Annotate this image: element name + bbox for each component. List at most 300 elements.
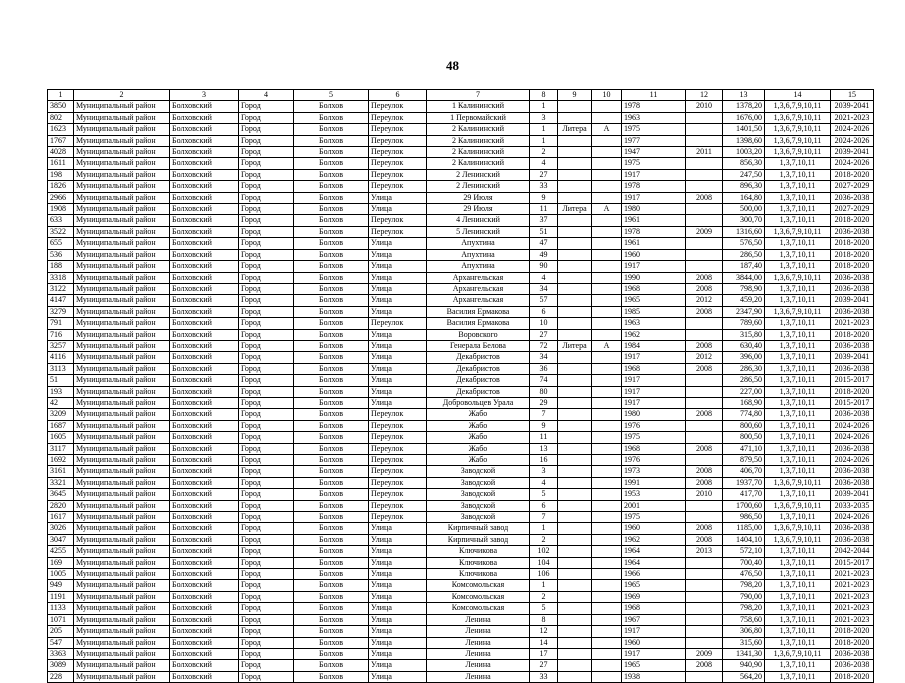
table-row	[48, 591, 874, 602]
table-cell: 3363	[48, 648, 74, 659]
table-cell: Муниципальный район	[74, 147, 170, 158]
table-cell	[558, 147, 592, 158]
table-cell: 2 Ленинский	[427, 169, 530, 180]
table-cell: Болховский	[170, 626, 239, 637]
table-cell: Болхов	[294, 420, 369, 431]
table-cell: 2018-2020	[831, 671, 874, 682]
table-cell: Воровского	[427, 329, 530, 340]
table-cell: 1961	[622, 238, 686, 249]
table-cell: 1964	[622, 557, 686, 568]
table-cell: 2024-2026	[831, 420, 874, 431]
table-cell	[592, 648, 622, 659]
table-cell: 1,3,6,7,9,10,11	[765, 135, 831, 146]
table-cell	[558, 249, 592, 260]
table-cell: 802	[48, 112, 74, 123]
table-row	[48, 614, 874, 625]
table-cell: 1977	[622, 135, 686, 146]
table-cell: 896,30	[723, 181, 765, 192]
table-cell: 2036-2038	[831, 443, 874, 454]
table-cell: Болхов	[294, 614, 369, 625]
table-cell: Муниципальный район	[74, 283, 170, 294]
table-cell: 1,3,7,10,11	[765, 660, 831, 671]
table-cell	[558, 306, 592, 317]
table-cell: Болховский	[170, 124, 239, 135]
table-row	[48, 557, 874, 568]
table-cell: 2008	[686, 283, 723, 294]
table-cell: Муниципальный район	[74, 249, 170, 260]
table-cell: Ленина	[427, 671, 530, 682]
table-cell: Улица	[369, 660, 427, 671]
table-cell	[558, 477, 592, 488]
table-cell: Муниципальный район	[74, 591, 170, 602]
table-cell: Болховский	[170, 169, 239, 180]
table-cell: 2036-2038	[831, 648, 874, 659]
table-row	[48, 147, 874, 158]
table-cell	[686, 249, 723, 260]
table-body	[48, 101, 874, 683]
table-cell: Муниципальный район	[74, 546, 170, 557]
table-cell: Болхов	[294, 158, 369, 169]
table-cell	[558, 523, 592, 534]
table-cell: 2018-2020	[831, 215, 874, 226]
table-cell: 1,3,7,10,11	[765, 204, 831, 215]
table-cell: 2021-2023	[831, 614, 874, 625]
table-cell	[592, 671, 622, 682]
table-cell: 1917	[622, 375, 686, 386]
table-cell	[592, 603, 622, 614]
table-cell: Болховский	[170, 455, 239, 466]
table-cell: 72	[530, 340, 558, 351]
table-cell: Добровольцев Урала	[427, 397, 530, 408]
table-cell: 1965	[622, 295, 686, 306]
table-cell: Болхов	[294, 409, 369, 420]
table-cell: 2036-2038	[831, 477, 874, 488]
table-cell	[592, 591, 622, 602]
table-cell	[592, 272, 622, 283]
table-cell	[558, 591, 592, 602]
table-cell: Болховский	[170, 500, 239, 511]
table-cell: 2011	[686, 147, 723, 158]
table-cell: Улица	[369, 648, 427, 659]
table-cell: Муниципальный район	[74, 637, 170, 648]
table-cell: Город	[239, 340, 294, 351]
table-cell: Заводской	[427, 500, 530, 511]
table-cell: 228	[48, 671, 74, 682]
table-cell: Город	[239, 569, 294, 580]
table-cell: 716	[48, 329, 74, 340]
table-cell: Улица	[369, 238, 427, 249]
table-cell: 2 Калининский	[427, 135, 530, 146]
table-cell: 572,10	[723, 546, 765, 557]
table-cell: 1,3,7,10,11	[765, 397, 831, 408]
table-cell: 500,00	[723, 204, 765, 215]
table-row	[48, 261, 874, 272]
table-cell: Литера	[558, 340, 592, 351]
table-cell: Город	[239, 375, 294, 386]
table-row	[48, 169, 874, 180]
table-cell	[558, 375, 592, 386]
page-number: 48	[446, 58, 459, 73]
table-row	[48, 192, 874, 203]
table-cell: Болхов	[294, 112, 369, 123]
table-cell: Город	[239, 169, 294, 180]
table-cell: Улица	[369, 192, 427, 203]
table-cell	[592, 318, 622, 329]
table-row	[48, 409, 874, 420]
table-cell: 459,20	[723, 295, 765, 306]
table-cell: Архангельская	[427, 283, 530, 294]
table-cell: А	[592, 124, 622, 135]
table-cell: Болховский	[170, 181, 239, 192]
table-cell: Переулок	[369, 420, 427, 431]
table-cell: Улица	[369, 637, 427, 648]
table-cell: Болховский	[170, 249, 239, 260]
table-cell: Город	[239, 226, 294, 237]
table-cell	[592, 261, 622, 272]
table-cell: 6	[530, 500, 558, 511]
table-cell: 1,3,7,10,11	[765, 466, 831, 477]
table-cell: 1,3,6,7,9,10,11	[765, 112, 831, 123]
table-cell: Кирпичный завод	[427, 534, 530, 545]
column-header: 13	[723, 90, 765, 101]
table-cell: Муниципальный район	[74, 455, 170, 466]
table-cell: Муниципальный район	[74, 523, 170, 534]
table-cell: 1,3,7,10,11	[765, 386, 831, 397]
table-cell: 1,3,7,10,11	[765, 671, 831, 682]
table-row	[48, 386, 874, 397]
table-cell: Муниципальный район	[74, 329, 170, 340]
table-cell	[686, 580, 723, 591]
table-cell: 1,3,7,10,11	[765, 318, 831, 329]
table-cell: 13	[530, 443, 558, 454]
table-cell: Муниципальный район	[74, 363, 170, 374]
table-cell: Муниципальный район	[74, 466, 170, 477]
table-cell: Муниципальный район	[74, 489, 170, 500]
table-cell: 800,50	[723, 432, 765, 443]
table-cell: Болхов	[294, 340, 369, 351]
table-cell: Муниципальный район	[74, 500, 170, 511]
table-cell: 4116	[48, 352, 74, 363]
table-cell: Улица	[369, 591, 427, 602]
table-cell	[686, 318, 723, 329]
table-cell: Город	[239, 352, 294, 363]
table-cell: Болховский	[170, 261, 239, 272]
table-cell: 3026	[48, 523, 74, 534]
column-header: 8	[530, 90, 558, 101]
table-cell: Болховский	[170, 534, 239, 545]
table-cell: Болховский	[170, 226, 239, 237]
table-cell: 2024-2026	[831, 512, 874, 523]
table-cell: Болхов	[294, 580, 369, 591]
table-cell: Муниципальный район	[74, 295, 170, 306]
table-cell: 1976	[622, 420, 686, 431]
table-cell: 34	[530, 352, 558, 363]
table-cell: 1960	[622, 249, 686, 260]
table-cell: Жабо	[427, 432, 530, 443]
table-cell	[558, 489, 592, 500]
table-cell: Муниципальный район	[74, 192, 170, 203]
table-cell: Болховский	[170, 306, 239, 317]
table-row	[48, 603, 874, 614]
table-cell: 9	[530, 420, 558, 431]
table-cell	[558, 261, 592, 272]
table-cell: 1 Калининский	[427, 101, 530, 112]
table-cell: Муниципальный район	[74, 557, 170, 568]
table-cell: 2008	[686, 443, 723, 454]
table-cell: 471,10	[723, 443, 765, 454]
table-cell: Болховский	[170, 637, 239, 648]
table-cell	[592, 580, 622, 591]
table-cell: 2008	[686, 340, 723, 351]
table-cell: Жабо	[427, 455, 530, 466]
table-row	[48, 306, 874, 317]
table-cell: 27	[530, 660, 558, 671]
table-cell: 2021-2023	[831, 112, 874, 123]
table-cell: Болхов	[294, 352, 369, 363]
table-cell: Город	[239, 249, 294, 260]
table-cell: 2036-2038	[831, 363, 874, 374]
table-cell: 3844,00	[723, 272, 765, 283]
table-cell: 1404,10	[723, 534, 765, 545]
table-cell	[592, 569, 622, 580]
table-cell: Город	[239, 614, 294, 625]
table-cell	[558, 226, 592, 237]
table-cell: 1,3,7,10,11	[765, 546, 831, 557]
table-cell: 2036-2038	[831, 192, 874, 203]
table-cell: Муниципальный район	[74, 112, 170, 123]
table-cell: Болховский	[170, 648, 239, 659]
table-cell: 798,90	[723, 283, 765, 294]
table-cell: Болхов	[294, 637, 369, 648]
table-row	[48, 455, 874, 466]
table-cell: 2008	[686, 409, 723, 420]
table-cell: Улица	[369, 397, 427, 408]
table-cell: 1398,60	[723, 135, 765, 146]
table-cell: 1963	[622, 318, 686, 329]
table-cell: Болховский	[170, 580, 239, 591]
table-cell: 1,3,7,10,11	[765, 409, 831, 420]
table-cell: Кирпичный завод	[427, 523, 530, 534]
table-cell: 3122	[48, 283, 74, 294]
table-row	[48, 580, 874, 591]
table-cell: 1,3,6,7,9,10,11	[765, 477, 831, 488]
table-cell: Переулок	[369, 226, 427, 237]
table-cell: 2018-2020	[831, 238, 874, 249]
table-cell: 193	[48, 386, 74, 397]
table-cell: 1	[530, 135, 558, 146]
table-cell: Муниципальный район	[74, 671, 170, 682]
table-cell: Ключикова	[427, 569, 530, 580]
table-row	[48, 489, 874, 500]
table-cell: Переулок	[369, 466, 427, 477]
table-cell: 4147	[48, 295, 74, 306]
table-cell: Улица	[369, 569, 427, 580]
table-cell: 1978	[622, 181, 686, 192]
table-row	[48, 135, 874, 146]
table-cell	[686, 637, 723, 648]
table-cell: Муниципальный район	[74, 386, 170, 397]
table-cell: 2039-2041	[831, 352, 874, 363]
table-row	[48, 181, 874, 192]
table-cell: 2036-2038	[831, 226, 874, 237]
table-cell	[592, 660, 622, 671]
table-cell	[558, 432, 592, 443]
table-cell: 1,3,7,10,11	[765, 432, 831, 443]
table-cell: Город	[239, 192, 294, 203]
table-cell: 1676,00	[723, 112, 765, 123]
table-cell: Болховский	[170, 397, 239, 408]
table-row	[48, 671, 874, 682]
table-cell: Переулок	[369, 158, 427, 169]
table-cell	[686, 397, 723, 408]
table-cell: 1,3,7,10,11	[765, 340, 831, 351]
table-cell: Переулок	[369, 318, 427, 329]
table-cell: 1,3,7,10,11	[765, 181, 831, 192]
table-cell: 3089	[48, 660, 74, 671]
column-header: 4	[239, 90, 294, 101]
table-cell: 2 Ленинский	[427, 181, 530, 192]
table-cell: Архангельская	[427, 272, 530, 283]
table-cell: Город	[239, 318, 294, 329]
table-cell: 11	[530, 204, 558, 215]
table-cell: 2042-2044	[831, 546, 874, 557]
table-cell: Болхов	[294, 466, 369, 477]
table-cell: Муниципальный район	[74, 352, 170, 363]
table-cell: 1976	[622, 455, 686, 466]
table-cell: Апухтина	[427, 249, 530, 260]
table-row	[48, 569, 874, 580]
table-cell: Декабристов	[427, 386, 530, 397]
table-cell: 2036-2038	[831, 306, 874, 317]
table-cell: 1917	[622, 352, 686, 363]
table-cell: 7	[530, 512, 558, 523]
table-cell: Болхов	[294, 283, 369, 294]
table-row	[48, 340, 874, 351]
table-cell: 12	[530, 626, 558, 637]
table-cell: Улица	[369, 204, 427, 215]
table-cell: 1,3,7,10,11	[765, 512, 831, 523]
table-cell	[558, 352, 592, 363]
table-row	[48, 112, 874, 123]
table-cell: Болхов	[294, 169, 369, 180]
table-cell: 1,3,7,10,11	[765, 215, 831, 226]
table-cell	[686, 603, 723, 614]
table-cell: Болховский	[170, 318, 239, 329]
table-cell	[686, 169, 723, 180]
table-cell: Болховский	[170, 101, 239, 112]
table-cell: 1185,00	[723, 523, 765, 534]
table-cell: Улица	[369, 580, 427, 591]
table-row	[48, 523, 874, 534]
table-cell: Ленина	[427, 648, 530, 659]
table-cell: Болховский	[170, 329, 239, 340]
table-cell	[558, 192, 592, 203]
table-cell: 2036-2038	[831, 660, 874, 671]
table-cell: Улица	[369, 626, 427, 637]
table-cell	[592, 329, 622, 340]
table-cell: Болхов	[294, 489, 369, 500]
table-cell: 1,3,6,7,9,10,11	[765, 226, 831, 237]
table-cell: 2036-2038	[831, 409, 874, 420]
table-cell: Город	[239, 591, 294, 602]
table-cell	[686, 455, 723, 466]
table-cell: 2021-2023	[831, 569, 874, 580]
table-cell: Болхов	[294, 135, 369, 146]
table-cell: Улица	[369, 283, 427, 294]
table-cell: Город	[239, 363, 294, 374]
table-cell	[592, 466, 622, 477]
table-cell: 1133	[48, 603, 74, 614]
table-row	[48, 626, 874, 637]
table-cell	[686, 569, 723, 580]
table-cell: 1,3,7,10,11	[765, 443, 831, 454]
table-cell: 1967	[622, 614, 686, 625]
table-cell	[558, 443, 592, 454]
table-cell: Город	[239, 648, 294, 659]
table-cell	[558, 112, 592, 123]
table-row	[48, 101, 874, 112]
column-header: 14	[765, 90, 831, 101]
table-cell: 1700,60	[723, 500, 765, 511]
table-cell: 1341,30	[723, 648, 765, 659]
table-cell: 2013	[686, 546, 723, 557]
table-cell: 164,80	[723, 192, 765, 203]
table-cell: Город	[239, 637, 294, 648]
table-cell: 2008	[686, 272, 723, 283]
table-cell: 102	[530, 546, 558, 557]
table-cell: 798,20	[723, 603, 765, 614]
table-row	[48, 660, 874, 671]
table-cell: 2036-2038	[831, 466, 874, 477]
table-cell: 758,60	[723, 614, 765, 625]
table-cell: 2018-2020	[831, 637, 874, 648]
table-cell: 1961	[622, 215, 686, 226]
table-cell: 4255	[48, 546, 74, 557]
table-cell	[592, 512, 622, 523]
table-cell: 5	[530, 603, 558, 614]
table-cell: 856,30	[723, 158, 765, 169]
table-cell: Болхов	[294, 500, 369, 511]
table-cell: Город	[239, 329, 294, 340]
table-cell: 3117	[48, 443, 74, 454]
table-cell: Ключикова	[427, 557, 530, 568]
table-cell	[558, 181, 592, 192]
table-cell: 3	[530, 112, 558, 123]
table-cell: Муниципальный район	[74, 443, 170, 454]
table-cell: 205	[48, 626, 74, 637]
table-cell: 187,40	[723, 261, 765, 272]
table-cell: 1975	[622, 512, 686, 523]
table-cell: 1975	[622, 432, 686, 443]
table-cell: 4	[530, 158, 558, 169]
table-cell: Комсомольская	[427, 591, 530, 602]
table-cell: Муниципальный район	[74, 614, 170, 625]
table-cell: 1,3,7,10,11	[765, 249, 831, 260]
table-cell: Болховский	[170, 135, 239, 146]
column-header: 2	[74, 90, 170, 101]
table-cell: Муниципальный район	[74, 101, 170, 112]
table-cell: 396,00	[723, 352, 765, 363]
table-cell: 37	[530, 215, 558, 226]
table-cell: 1,3,7,10,11	[765, 169, 831, 180]
table-cell: Город	[239, 466, 294, 477]
table-cell	[558, 135, 592, 146]
table-cell: 2010	[686, 101, 723, 112]
table-cell: 1,3,6,7,9,10,11	[765, 101, 831, 112]
table-cell: 1917	[622, 386, 686, 397]
table-cell: Жабо	[427, 409, 530, 420]
table-cell: 4	[530, 477, 558, 488]
